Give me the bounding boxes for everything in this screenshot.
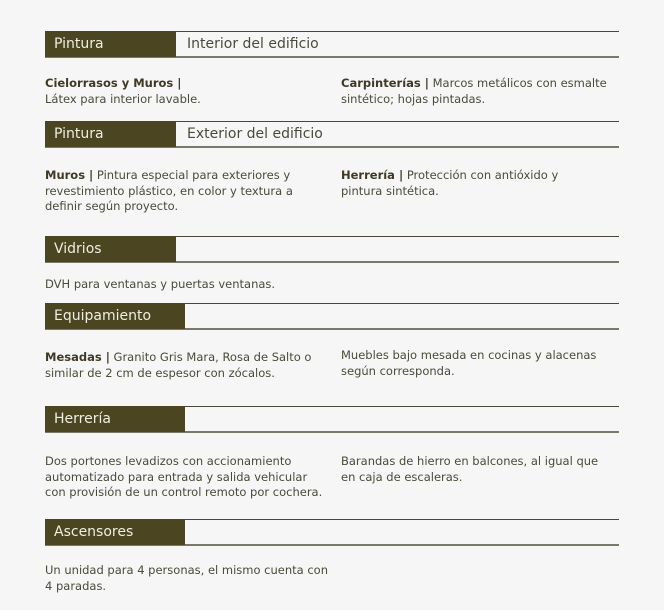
section-header-pintura-exterior	[45, 121, 619, 148]
spec-herreria-ext	[341, 168, 581, 199]
spec-text: Pintura especial para exteriores y revestimiento plástico, en color y textura a definir según proyecto.	[45, 168, 293, 213]
spec-vidrios	[45, 277, 345, 293]
spec-portones	[45, 454, 330, 501]
section-subtitle: Exterior del edificio	[187, 126, 323, 142]
section-title: Ascensores	[45, 519, 185, 545]
section-header-pintura-interior	[45, 31, 619, 58]
spec-text: Protección con antióxido y pintura sintética.	[341, 168, 559, 198]
section-title: Pintura	[45, 121, 176, 147]
spec-text: Muebles bajo mesada en cocinas y alacenas según corresponda.	[341, 348, 597, 378]
spec-label: Muros |	[45, 168, 94, 182]
section-title: Herrería	[45, 406, 185, 432]
section-header-equipamiento	[45, 303, 619, 330]
spec-text: DVH para ventanas y puertas ventanas.	[45, 277, 276, 291]
spec-mesadas	[45, 350, 320, 381]
spec-label: Carpinterías |	[341, 76, 429, 90]
spec-carpinterias	[341, 76, 616, 107]
spec-text: Granito Gris Mara, Rosa de Salto o similar de 2 cm de espesor con zócalos.	[45, 350, 312, 380]
section-title: Vidrios	[45, 236, 176, 262]
spec-cielorrasos	[45, 76, 315, 107]
spec-muebles	[341, 348, 616, 379]
spec-barandas	[341, 454, 616, 485]
spec-label: Cielorrasos y Muros |	[45, 76, 182, 90]
spec-text: Látex para interior lavable.	[45, 91, 201, 106]
spec-label: Mesadas |	[45, 350, 110, 364]
spec-text: Barandas de hierro en balcones, al igual que en caja de escaleras.	[341, 454, 599, 484]
spec-ascensores	[45, 563, 330, 594]
spec-label: Herrería |	[341, 168, 404, 182]
section-subtitle: Interior del edificio	[187, 36, 319, 52]
spec-text: Dos portones levadizos con accionamiento automatizado para entrada y salida vehicular con provisión de un control remoto por cochera.	[45, 454, 323, 499]
section-header-herreria	[45, 406, 619, 433]
section-header-ascensores	[45, 519, 619, 546]
section-title: Pintura	[45, 31, 176, 57]
section-header-vidrios	[45, 236, 619, 263]
spec-muros	[45, 168, 315, 215]
spec-text: Marcos metálicos con esmalte sintético; hojas pintadas.	[341, 76, 607, 106]
spec-text: Un unidad para 4 personas, el mismo cuenta con 4 paradas.	[45, 563, 328, 593]
section-title: Equipamiento	[45, 303, 185, 329]
